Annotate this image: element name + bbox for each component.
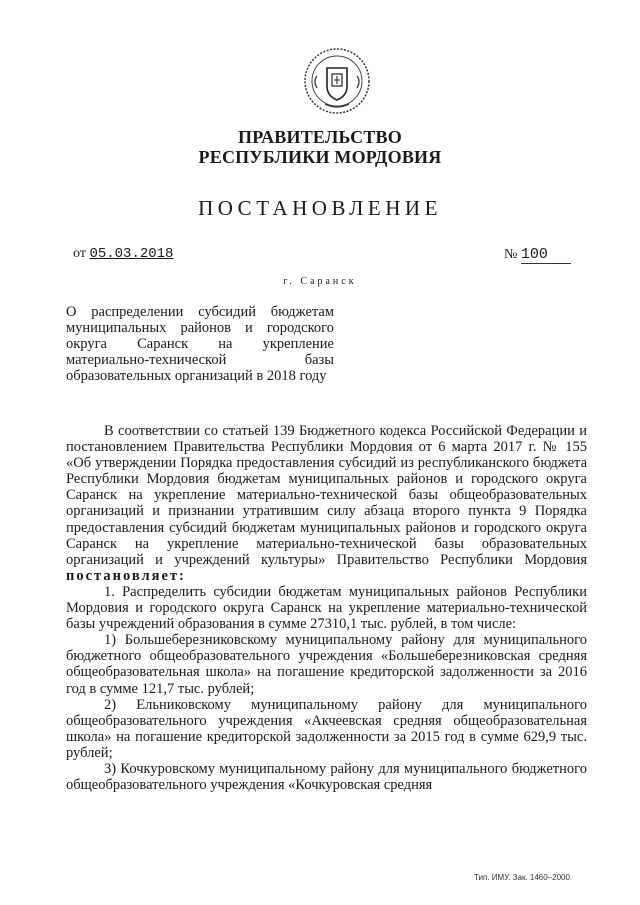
document-type-title: ПОСТАНОВЛЕНИЕ <box>198 196 442 220</box>
decree-subject: О распределении субсидий бюджетам муниципальных районов и городского округа Саранск на укрепление материально-технической базы образовательных организаций в 2018 году <box>66 304 334 384</box>
government-title-line1: ПРАВИТЕЛЬСТВО <box>238 127 402 147</box>
number-value: 100 <box>521 246 571 264</box>
government-title-line2: РЕСПУБЛИКИ МОРДОВИЯ <box>198 147 442 167</box>
decree-date <box>73 246 173 262</box>
preamble-text: В соответствии со статьей 139 Бюджетного кодекса Российской Федерации и постановлением Правительства Республики Мордовия от 6 марта 2017 г. № 155 «Об утверждении Порядка предоставления субсидий из республиканского бюджета Республики Мордовия бюджетам муниципальных районов и городского округа Саранск на укрепление материально-технической базы общеобразовательных организаций и признании утратившим силу абзаца второго пункта 9 Порядка предоставления субсидий бюджетам муниципальных районов и городского округа Саранск на укрепление материально-технической базы образовательных организаций и учреждений культуры» Правительство Республики Мордовия <box>66 423 587 568</box>
coat-of-arms-emblem <box>303 46 371 116</box>
city-line: г. Саранск <box>283 276 357 287</box>
subpoint-3-paragraph: 3) Кочкуровскому муниципальному району для муниципального бюджетного общеобразовательного учреждения «Кочкуровская средняя <box>66 760 587 794</box>
print-footer: Тип. ИМУ. Зак. 1460–2000. <box>474 873 573 882</box>
preamble-paragraph <box>66 423 587 584</box>
date-value: 05.03.2018 <box>89 246 174 262</box>
point-1-paragraph: 1. Распределить субсидии бюджетам муниципальных районов Республики Мордовия и городского округа Саранск на укрепление материально-технической базы учреждений образования в сумме 27310,1 тыс. рублей, в том числе: <box>66 583 587 633</box>
decree-number <box>504 246 571 264</box>
subpoint-2-paragraph: 2) Ельниковскому муниципальному району для муниципального общеобразовательного учреждения «Акчеевская средняя общеобразовательная школа» на погашение кредиторской задолженности за 2015 год в сумме 629,9 тыс. рублей; <box>66 696 587 761</box>
subpoint-1-paragraph: 1) Большеберезниковскому муниципальному району для муниципального бюджетного общеобразовательного учреждения «Большеберезниковская средняя общеобразовательная школа» на погашение кредиторской задолженности за 2016 год в сумме 121,7 тыс. рублей; <box>66 632 587 697</box>
resolves-word: постановляет: <box>66 567 186 584</box>
number-prefix: № <box>504 247 518 262</box>
decree-body <box>66 423 587 793</box>
date-prefix: от <box>73 246 86 261</box>
